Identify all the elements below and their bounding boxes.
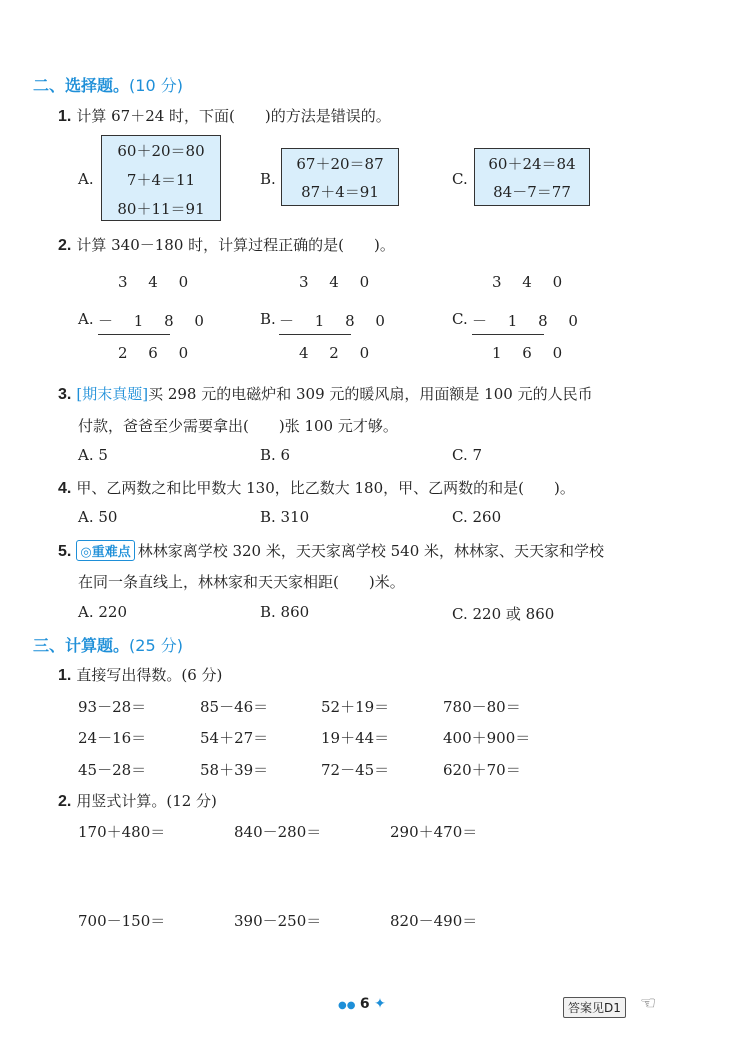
page-number [338, 996, 386, 1012]
target-icon: ◎ [80, 545, 92, 560]
section-3-heading [33, 633, 183, 656]
calc-line: 67＋20＝87 [296, 155, 384, 173]
exam-tag: [期末真题] [76, 385, 149, 403]
oral-calc: 85－46＝ [200, 698, 269, 716]
oral-calc: 19＋44＝ [321, 729, 390, 747]
option-c: C. 260 [452, 508, 502, 526]
option-a: A. 50 [78, 508, 118, 526]
option-b: B. 310 [260, 508, 310, 526]
question-number: 2. [58, 793, 72, 810]
section-2-heading [33, 73, 183, 96]
question-number: 3. [58, 386, 72, 403]
option-label: C. [452, 310, 468, 328]
question-1 [58, 105, 391, 126]
question-text: 买 298 元的电磁炉和 309 元的暖风扇，用面额是 100 元的人民币 [148, 385, 593, 403]
badge-text: 重难点 [91, 545, 131, 560]
question-text-cont: 在同一条直线上，林林家和天天家相距( )米。 [78, 573, 405, 591]
section-2-score: (10 分) [129, 76, 183, 95]
oral-calc: 400＋900＝ [443, 729, 531, 747]
answer-ref-text: 答案见D1 [568, 1001, 621, 1015]
oral-calc: 52＋19＝ [321, 698, 390, 716]
calc-question-1 [58, 664, 222, 685]
question-number: 1. [58, 667, 72, 684]
answer-ref-badge [563, 997, 626, 1018]
question-2 [58, 234, 395, 255]
question-text: 计算 67＋24 时，下面( )的方法是错误的。 [76, 107, 391, 125]
vertical-mid: － 1 8 0 [472, 312, 586, 330]
oral-calc: 780－80＝ [443, 698, 521, 716]
calc-line: 60＋20＝80 [117, 142, 205, 160]
dots-icon: ●● [338, 1000, 356, 1011]
vertical-result: 1 6 0 [492, 344, 571, 362]
option-label: B. [260, 310, 276, 328]
vertical-result: 2 6 0 [118, 344, 197, 362]
question-text: 甲、乙两数之和比甲数大 130，比乙数大 180，甲、乙两数的和是( )。 [76, 479, 575, 497]
question-4 [58, 477, 575, 498]
page-number-text: 6 [359, 996, 370, 1012]
vertical-result: 4 2 0 [299, 344, 378, 362]
vertical-calc: 820－490＝ [390, 912, 478, 930]
option-a: A. 220 [78, 603, 127, 621]
option-label: A. [78, 170, 94, 188]
oral-calc: 93－28＝ [78, 698, 147, 716]
oral-calc: 72－45＝ [321, 761, 390, 779]
section-3-title: 三、计算题。 [33, 636, 130, 655]
vertical-calc: 170＋480＝ [78, 823, 166, 841]
option-a: A. 5 [78, 446, 108, 464]
oral-calc: 620＋70＝ [443, 761, 521, 779]
oral-calc: 58＋39＝ [200, 761, 269, 779]
option-b-box [281, 148, 399, 206]
question-text: 直接写出得数。(6 分) [76, 666, 223, 684]
option-b: B. 860 [260, 603, 310, 621]
vertical-top: 3 4 0 [299, 273, 378, 291]
question-text: 林林家离学校 320 米，天天家离学校 540 米，林林家、天天家和学校 [137, 542, 605, 560]
calc-line: 80＋11＝91 [117, 200, 205, 218]
vertical-top: 3 4 0 [492, 273, 571, 291]
question-text: 计算 340－180 时，计算过程正确的是( )。 [76, 236, 395, 254]
section-3-score: (25 分) [129, 636, 183, 655]
vertical-top: 3 4 0 [118, 273, 197, 291]
calc-line: 60＋24＝84 [488, 155, 576, 173]
option-label: C. [452, 170, 468, 188]
sparkle-icon: ✦ [374, 996, 386, 1012]
vertical-calc: 700－150＝ [78, 912, 166, 930]
hand-pointer-icon: ☜ [640, 993, 657, 1014]
oral-calc: 54＋27＝ [200, 729, 269, 747]
vertical-mid: － 1 8 0 [98, 312, 212, 330]
option-b: B. 6 [260, 446, 291, 464]
section-2-title: 二、选择题。 [33, 76, 130, 95]
vertical-calc: 840－280＝ [234, 823, 322, 841]
calc-line: 84－7＝77 [493, 183, 571, 201]
option-c: C. 7 [452, 446, 483, 464]
oral-calc: 45－28＝ [78, 761, 147, 779]
calc-line: 7＋4＝11 [126, 171, 196, 189]
vertical-line [98, 334, 170, 335]
difficulty-badge [76, 540, 134, 561]
question-number: 4. [58, 480, 72, 497]
vertical-mid: － 1 8 0 [279, 312, 393, 330]
option-c: C. 220 或 860 [452, 605, 555, 623]
question-3 [58, 383, 593, 404]
question-number: 2. [58, 237, 72, 254]
question-text: 用竖式计算。(12 分) [76, 792, 217, 810]
question-number: 5. [58, 543, 72, 560]
question-number: 1. [58, 108, 72, 125]
vertical-line [279, 334, 351, 335]
option-c-box [474, 148, 590, 206]
calc-line: 87＋4＝91 [301, 183, 379, 201]
vertical-line [472, 334, 544, 335]
vertical-calc: 290＋470＝ [390, 823, 478, 841]
question-text-cont: 付款，爸爸至少需要拿出( )张 100 元才够。 [78, 417, 398, 435]
calc-question-2 [58, 790, 217, 811]
option-a-box [101, 135, 221, 221]
option-label: B. [260, 170, 276, 188]
vertical-calc: 390－250＝ [234, 912, 322, 930]
option-label: A. [78, 310, 94, 328]
question-5 [58, 540, 604, 561]
oral-calc: 24－16＝ [78, 729, 147, 747]
